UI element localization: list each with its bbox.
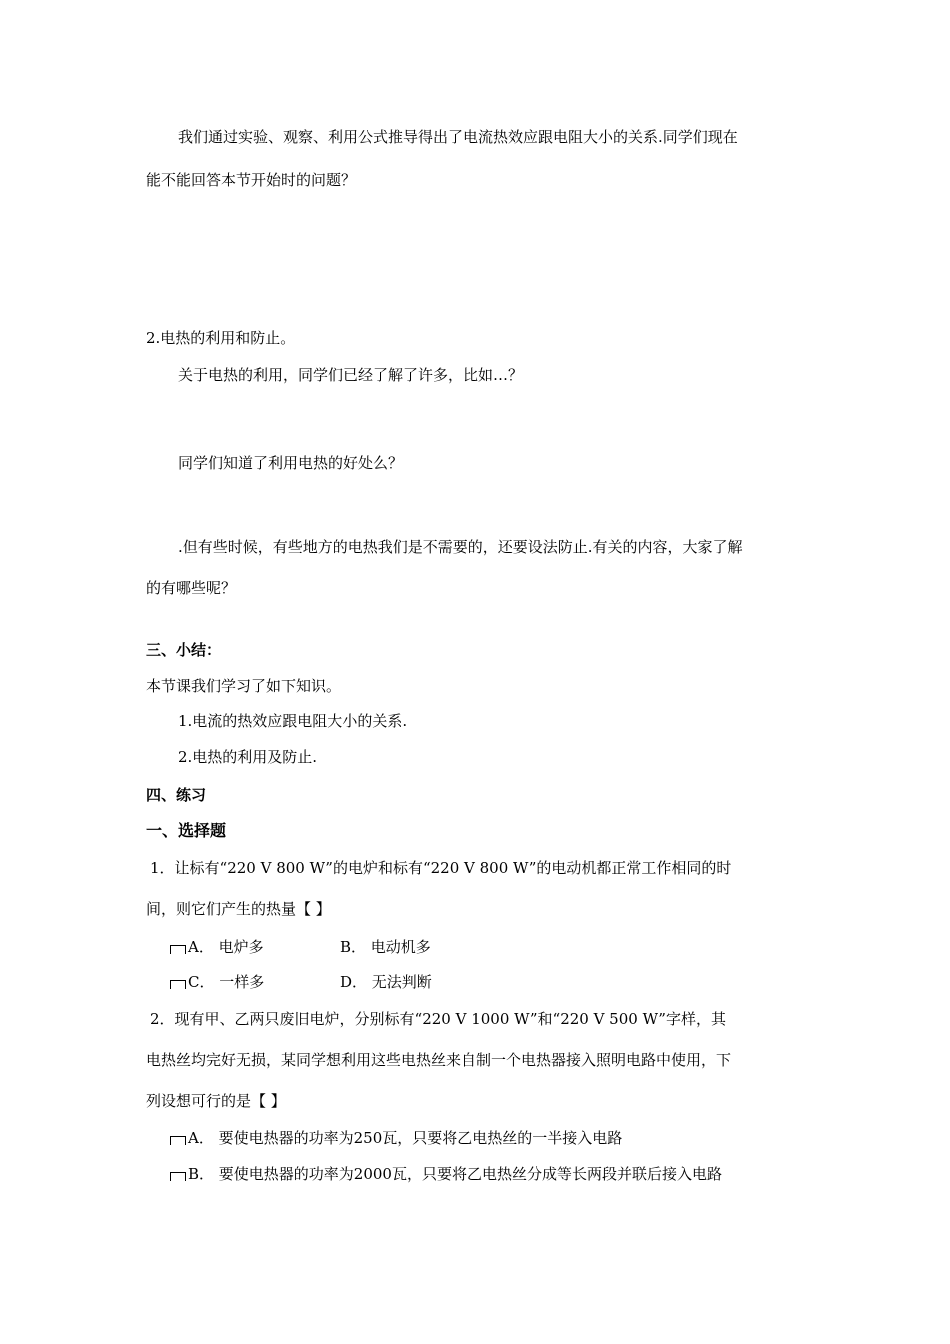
section-2-paragraph-1: 关于电热的利用，同学们已经了解了许多，比如…？ — [178, 366, 524, 384]
intro-line-2: 能不能回答本节开始时的问题？ — [146, 171, 357, 189]
section-2-heading: 2.电热的利用和防止。 — [146, 329, 296, 347]
summary-intro: 本节课我们学习了如下知识。 — [146, 677, 342, 695]
question-1-option-d: D． 无法判断 — [340, 973, 432, 991]
question-2-line-3: 列设想可行的是【 】 — [146, 1092, 286, 1110]
option-label: A． 要使电热器的功率为250瓦，只要将乙电热丝的一半接入电路 — [188, 1129, 623, 1147]
question-1-line-2: 间，则它们产生的热量【 】 — [146, 900, 331, 918]
option-marker-icon — [170, 980, 186, 989]
summary-heading: 三、小结： — [146, 641, 222, 659]
option-label: B． 要使电热器的功率为2000瓦，只要将乙电热丝分成等长两段并联后接入电路 — [188, 1165, 722, 1183]
question-2-line-2: 电热丝均完好无损，某同学想利用这些电热丝来自制一个电热器接入照明电路中使用，下 — [146, 1051, 732, 1069]
practice-heading: 四、练习 — [146, 786, 207, 804]
question-2-line-1: 2．现有甲、乙两只废旧电炉，分别标有“220 V 1000 W”和“220 V 500 W”字样，其 — [150, 1010, 726, 1028]
summary-item-2: 2.电热的利用及防止. — [178, 748, 318, 766]
option-marker-icon — [170, 1136, 186, 1145]
question-2-option-a — [170, 1127, 622, 1149]
question-1-line-1: 1．让标有“220 V 800 W”的电炉和标有“220 V 800 W”的电动机都正常工作相同的时 — [150, 859, 732, 877]
option-marker-icon — [170, 1172, 186, 1181]
question-1-option-b: B． 电动机多 — [340, 938, 431, 956]
summary-item-1: 1.电流的热效应跟电阻大小的关系. — [178, 712, 408, 730]
question-1-option-c — [170, 971, 264, 993]
intro-line-1: 我们通过实验、观察、利用公式推导得出了电流热效应跟电阻大小的关系.同学们现在 — [178, 128, 738, 146]
section-2-paragraph-2: 同学们知道了利用电热的好处么？ — [178, 454, 404, 472]
section-2-paragraph-3-line-1: .但有些时候，有些地方的电热我们是不需要的，还要设法防止.有关的内容，大家了解 — [178, 538, 743, 556]
option-marker-icon — [170, 945, 186, 954]
practice-subheading: 一、选择题 — [146, 821, 227, 840]
option-label: C． 一样多 — [188, 973, 265, 991]
question-2-option-b — [170, 1163, 722, 1185]
option-label: A． 电炉多 — [188, 938, 264, 956]
section-2-paragraph-3-line-2: 的有哪些呢？ — [146, 579, 237, 597]
question-1-option-a — [170, 936, 264, 958]
